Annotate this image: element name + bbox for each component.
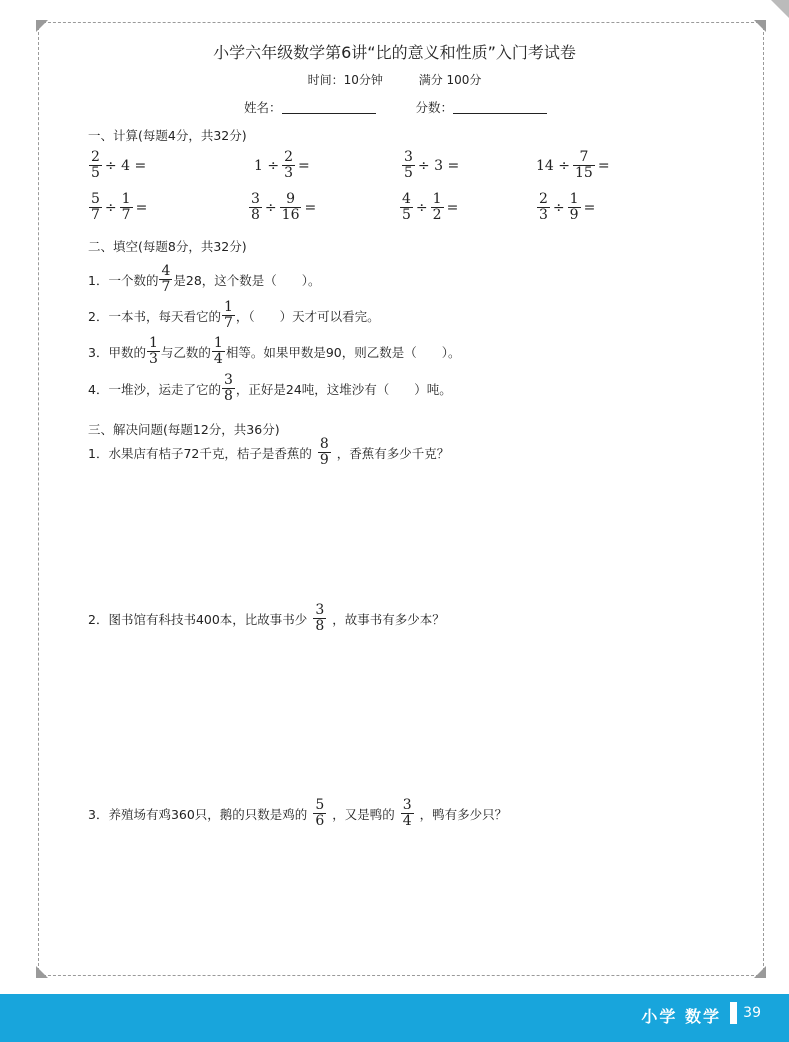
fraction	[159, 264, 172, 295]
denominator: 8	[251, 207, 260, 223]
denominator: 4	[213, 351, 223, 367]
text-segment: 2．一本书，每天看它的	[88, 308, 221, 324]
corner-decoration	[36, 20, 48, 32]
numerator: 3	[315, 602, 325, 618]
text-segment: 14 ÷	[536, 157, 570, 174]
text-segment: 相等。如果甲数是90，则乙数是（ ）。	[225, 344, 461, 360]
text-segment: =	[304, 199, 317, 216]
denominator: 3	[539, 207, 548, 223]
fraction	[147, 336, 160, 367]
fraction	[249, 192, 262, 223]
denominator: 4	[402, 813, 412, 829]
name-label: 姓名：	[244, 100, 282, 115]
numerator: 9	[286, 191, 296, 207]
numerator: 3	[223, 372, 233, 388]
fraction	[222, 300, 235, 331]
full-score: 满分 100分	[418, 73, 482, 87]
text-segment: =	[446, 199, 459, 216]
text-segment: ÷	[264, 199, 277, 216]
fraction	[537, 192, 550, 223]
numerator: 3	[251, 191, 260, 207]
text-segment: 3．养殖场有鸡360只，鹅的只数是鸡的	[88, 806, 308, 822]
numerator: 5	[91, 191, 100, 207]
text-segment: ，故事书有多少本？	[332, 611, 445, 627]
numerator: 1	[213, 335, 223, 351]
fill-question-3	[88, 336, 460, 367]
section1-title: 一、计算(每题4分，共32分)	[88, 128, 247, 143]
denominator: 3	[148, 351, 158, 367]
numerator: 2	[91, 149, 100, 165]
text-segment: ÷	[552, 199, 565, 216]
denominator: 3	[284, 165, 294, 181]
fraction	[402, 150, 415, 181]
fraction	[89, 192, 102, 223]
numerator: 1	[223, 299, 233, 315]
text-segment: 与乙数的	[160, 344, 211, 360]
fill-question-2	[88, 300, 380, 331]
problem-3	[88, 798, 507, 829]
numerator: 1	[569, 191, 579, 207]
footer-divider	[730, 1002, 737, 1024]
numerator: 1	[432, 191, 442, 207]
section3-title: 三、解决问题(每题12分，共36分)	[88, 422, 280, 437]
text-segment: =	[135, 199, 148, 216]
fraction	[282, 150, 295, 181]
text-segment: 1．水果店有桔子72千克，桔子是香蕉的	[88, 445, 312, 461]
denominator: 5	[91, 165, 100, 181]
page-number: 39	[743, 1005, 761, 1021]
calc-item	[88, 150, 146, 181]
footer-subject: 小学 数学	[641, 1007, 721, 1026]
denominator: 9	[319, 452, 329, 468]
text-segment: 4．一堆沙，运走了它的	[88, 381, 221, 397]
fraction	[212, 336, 225, 367]
numerator: 1	[121, 191, 131, 207]
denominator: 8	[315, 618, 325, 634]
problem-2	[88, 603, 445, 634]
text-segment: =	[597, 157, 610, 174]
fill-question-1	[88, 264, 321, 295]
score-label: 分数：	[415, 100, 453, 115]
text-segment: 3．甲数的	[88, 344, 146, 360]
numerator: 5	[315, 797, 325, 813]
fraction	[573, 150, 595, 181]
numerator: 7	[579, 149, 589, 165]
calc-item	[248, 192, 316, 223]
fraction	[89, 150, 102, 181]
calc-item	[401, 150, 459, 181]
text-segment: ，（ ）天才可以看完。	[235, 308, 380, 324]
corner-decoration	[754, 966, 766, 978]
fraction	[401, 798, 414, 829]
text-segment: 1 ÷	[254, 157, 280, 174]
denominator: 7	[223, 315, 233, 331]
text-segment: 2．图书馆有科技书400本，比故事书少	[88, 611, 308, 627]
fraction	[568, 192, 581, 223]
corner-decoration	[754, 20, 766, 32]
numerator: 4	[161, 263, 171, 279]
name-score-row	[244, 98, 547, 116]
calc-item	[399, 192, 458, 223]
text-segment: ，鸭有多少只？	[419, 806, 508, 822]
page-fold-corner	[771, 0, 789, 18]
denominator: 2	[432, 207, 442, 223]
fraction	[318, 437, 331, 468]
denominator: 15	[575, 165, 593, 181]
problem-1	[88, 437, 449, 468]
name-blank[interactable]	[282, 101, 376, 114]
text-segment: 1．一个数的	[88, 272, 159, 288]
text-segment: =	[583, 199, 596, 216]
calc-item	[536, 150, 610, 181]
fill-question-4	[88, 373, 452, 404]
denominator: 5	[404, 165, 413, 181]
score-blank[interactable]	[453, 101, 547, 114]
denominator: 6	[315, 813, 325, 829]
calc-item	[254, 150, 310, 181]
text-segment: 是28，这个数是（ ）。	[173, 272, 321, 288]
exam-meta	[0, 71, 789, 88]
numerator: 1	[148, 335, 158, 351]
numerator: 2	[284, 149, 294, 165]
denominator: 7	[91, 207, 100, 223]
text-segment: ÷	[104, 199, 117, 216]
text-segment: ，又是鸭的	[332, 806, 395, 822]
corner-decoration	[36, 966, 48, 978]
text-segment: ÷ 4 =	[104, 157, 147, 174]
text-segment: ÷ 3 =	[417, 157, 460, 174]
page-footer	[0, 994, 789, 1042]
section2-title: 二、填空(每题8分，共32分)	[88, 239, 247, 254]
denominator: 16	[281, 207, 300, 223]
denominator: 7	[161, 279, 171, 295]
text-segment: ，正好是24吨，这堆沙有（ ）吨。	[235, 381, 452, 397]
numerator: 2	[539, 191, 548, 207]
denominator: 8	[223, 388, 233, 404]
fraction	[222, 373, 235, 404]
fraction	[120, 192, 133, 223]
numerator: 3	[404, 149, 413, 165]
numerator: 3	[402, 797, 412, 813]
fraction	[313, 798, 326, 829]
calc-item	[88, 192, 147, 223]
exam-title: 小学六年级数学第6讲“比的意义和性质”入门考试卷	[213, 43, 576, 62]
time-limit: 时间：10分钟	[307, 73, 383, 87]
fraction	[431, 192, 444, 223]
denominator: 7	[121, 207, 131, 223]
numerator: 8	[319, 436, 329, 452]
fraction	[280, 192, 302, 223]
text-segment: =	[298, 157, 310, 174]
text-segment: ÷	[415, 199, 428, 216]
fraction	[400, 192, 413, 223]
calc-item	[536, 192, 595, 223]
denominator: 5	[402, 207, 411, 223]
denominator: 9	[569, 207, 579, 223]
numerator: 4	[402, 191, 411, 207]
fraction	[313, 603, 326, 634]
text-segment: ，香蕉有多少千克？	[336, 445, 450, 461]
